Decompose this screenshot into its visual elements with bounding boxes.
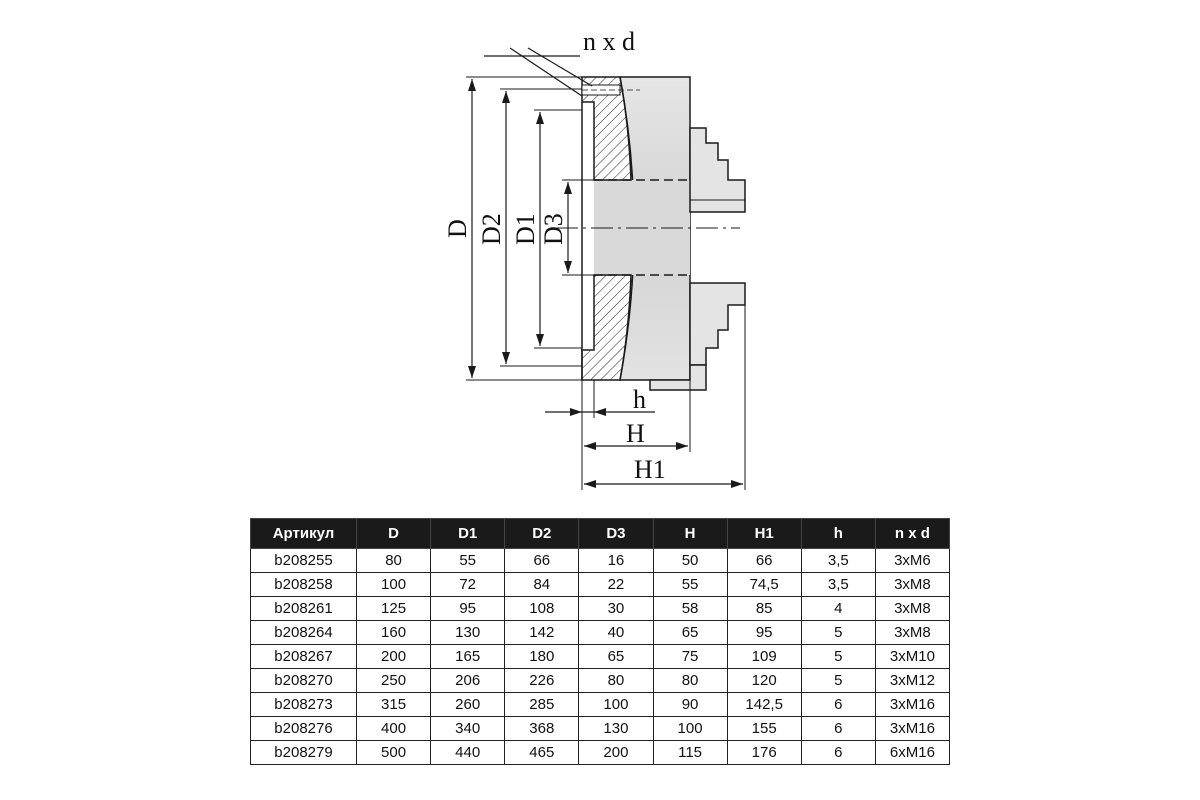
- label-n-x-d: n x d: [583, 27, 635, 56]
- cell-D: 400: [357, 717, 431, 741]
- cell-D: 250: [357, 669, 431, 693]
- cell-article: b208270: [251, 669, 357, 693]
- cell-D: 125: [357, 597, 431, 621]
- cell-n-x-d: 3xM10: [875, 645, 949, 669]
- cell-H: 80: [653, 669, 727, 693]
- cell-D3: 16: [579, 549, 653, 573]
- cell-article: b208273: [251, 693, 357, 717]
- cell-h: 5: [801, 621, 875, 645]
- header-D2: D2: [505, 519, 579, 549]
- cell-h: 6: [801, 741, 875, 765]
- label-D3: D3: [539, 213, 568, 245]
- label-D: D: [443, 219, 472, 238]
- cell-n-x-d: 3xM6: [875, 549, 949, 573]
- cell-H1: 85: [727, 597, 801, 621]
- cell-h: 3,5: [801, 573, 875, 597]
- cell-D: 160: [357, 621, 431, 645]
- cell-H: 58: [653, 597, 727, 621]
- cell-D1: 130: [431, 621, 505, 645]
- spec-table-header: [251, 519, 950, 549]
- cell-D2: 285: [505, 693, 579, 717]
- table-row: [251, 693, 950, 717]
- header-D3: D3: [579, 519, 653, 549]
- cell-D: 500: [357, 741, 431, 765]
- cell-n-x-d: 3xM12: [875, 669, 949, 693]
- cell-h: 5: [801, 669, 875, 693]
- header-H: H: [653, 519, 727, 549]
- cell-D2: 84: [505, 573, 579, 597]
- cell-n-x-d: 3xM16: [875, 693, 949, 717]
- cell-article: b208267: [251, 645, 357, 669]
- cell-article: b208258: [251, 573, 357, 597]
- cell-D: 315: [357, 693, 431, 717]
- header-D: D: [357, 519, 431, 549]
- cell-h: 6: [801, 693, 875, 717]
- cell-H1: 142,5: [727, 693, 801, 717]
- cell-D2: 66: [505, 549, 579, 573]
- header-H1: H1: [727, 519, 801, 549]
- header-h: h: [801, 519, 875, 549]
- label-D2: D2: [477, 213, 506, 245]
- cell-D: 80: [357, 549, 431, 573]
- cell-h: 5: [801, 645, 875, 669]
- table-row: [251, 549, 950, 573]
- table-row: [251, 669, 950, 693]
- cell-H: 50: [653, 549, 727, 573]
- cell-D2: 465: [505, 741, 579, 765]
- cell-D1: 440: [431, 741, 505, 765]
- cell-D3: 40: [579, 621, 653, 645]
- header-D1: D1: [431, 519, 505, 549]
- cell-n-x-d: 3xM8: [875, 573, 949, 597]
- cell-H1: 176: [727, 741, 801, 765]
- table-row: [251, 573, 950, 597]
- cell-D3: 100: [579, 693, 653, 717]
- header-n-x-d: n x d: [875, 519, 949, 549]
- label-h: h: [633, 385, 646, 414]
- cell-D1: 260: [431, 693, 505, 717]
- cell-D1: 165: [431, 645, 505, 669]
- cell-H1: 109: [727, 645, 801, 669]
- cell-H1: 120: [727, 669, 801, 693]
- cell-D3: 80: [579, 669, 653, 693]
- table-row: [251, 717, 950, 741]
- cell-D1: 340: [431, 717, 505, 741]
- cell-H1: 155: [727, 717, 801, 741]
- cell-n-x-d: 3xM8: [875, 621, 949, 645]
- cell-n-x-d: 3xM8: [875, 597, 949, 621]
- table-row: [251, 597, 950, 621]
- cell-H1: 95: [727, 621, 801, 645]
- cell-H: 75: [653, 645, 727, 669]
- cell-article: b208276: [251, 717, 357, 741]
- cell-D2: 180: [505, 645, 579, 669]
- cell-D2: 142: [505, 621, 579, 645]
- cell-h: 4: [801, 597, 875, 621]
- label-H: H: [626, 419, 645, 448]
- cell-D: 100: [357, 573, 431, 597]
- cell-D2: 226: [505, 669, 579, 693]
- cell-n-x-d: 6xM16: [875, 741, 949, 765]
- cell-D1: 55: [431, 549, 505, 573]
- cell-D2: 368: [505, 717, 579, 741]
- cell-article: b208279: [251, 741, 357, 765]
- upper-jaw: [690, 128, 745, 212]
- cell-D3: 22: [579, 573, 653, 597]
- cell-h: 3,5: [801, 549, 875, 573]
- cell-H: 65: [653, 621, 727, 645]
- cell-H1: 66: [727, 549, 801, 573]
- cell-H: 115: [653, 741, 727, 765]
- cell-D: 200: [357, 645, 431, 669]
- cell-h: 6: [801, 717, 875, 741]
- lower-jaw: [690, 283, 745, 365]
- cell-D2: 108: [505, 597, 579, 621]
- cell-D1: 95: [431, 597, 505, 621]
- spec-table-body: [251, 549, 950, 765]
- cell-D3: 30: [579, 597, 653, 621]
- cell-article: b208264: [251, 621, 357, 645]
- cell-D3: 65: [579, 645, 653, 669]
- table-row: [251, 741, 950, 765]
- cell-D3: 200: [579, 741, 653, 765]
- cell-H1: 74,5: [727, 573, 801, 597]
- cell-D1: 72: [431, 573, 505, 597]
- cell-H: 55: [653, 573, 727, 597]
- cell-D3: 130: [579, 717, 653, 741]
- cell-D1: 206: [431, 669, 505, 693]
- label-H1: H1: [634, 455, 666, 484]
- cell-H: 90: [653, 693, 727, 717]
- table-row: [251, 645, 950, 669]
- label-D1: D1: [511, 213, 540, 245]
- cell-n-x-d: 3xM16: [875, 717, 949, 741]
- spec-table: [250, 518, 950, 765]
- table-row: [251, 621, 950, 645]
- cell-H: 100: [653, 717, 727, 741]
- cell-article: b208261: [251, 597, 357, 621]
- cell-article: b208255: [251, 549, 357, 573]
- header-article: Артикул: [251, 519, 357, 549]
